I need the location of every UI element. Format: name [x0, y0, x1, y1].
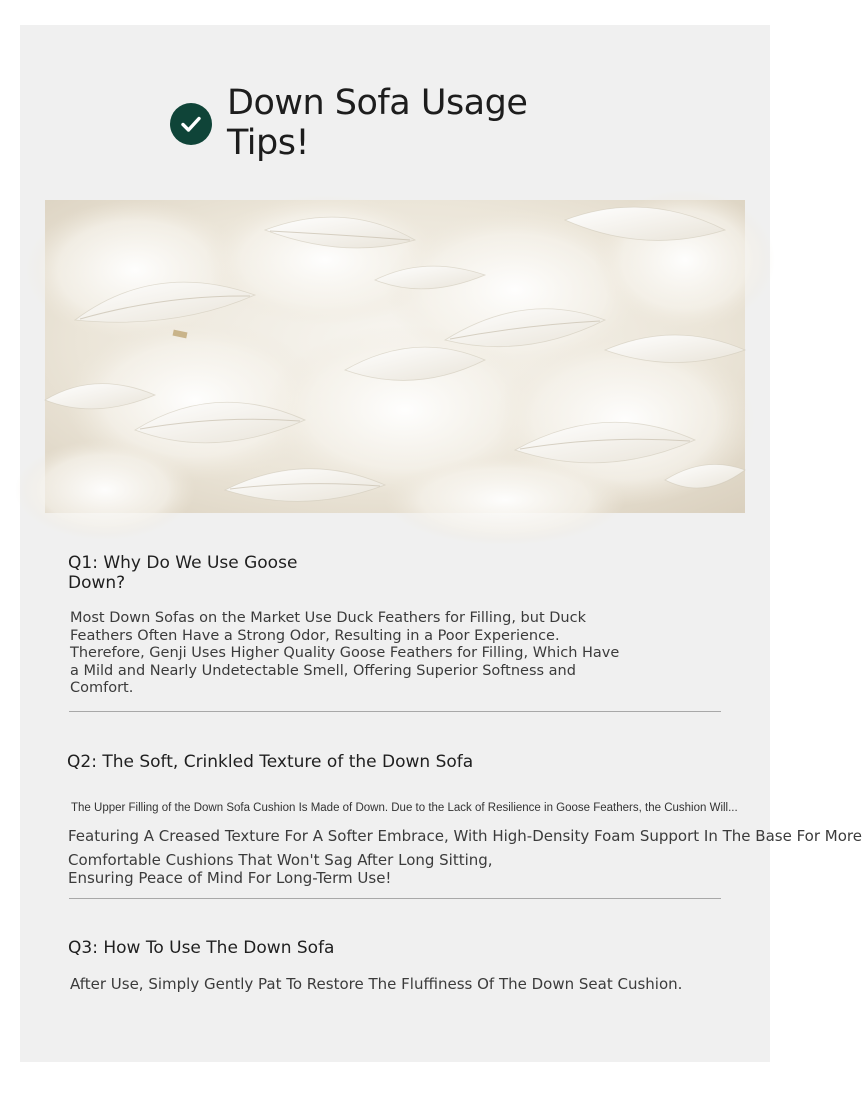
q2-small-text: The Upper Filling of the Down Sofa Cushion Is Made of Down. Due to the Lack of Resilience in Goose Feathers, the Cushion Will...	[71, 802, 738, 814]
divider	[69, 898, 721, 899]
tips-card	[20, 25, 862, 1062]
white-feathers-photo	[45, 200, 745, 513]
divider	[69, 711, 721, 712]
check-circle-icon	[170, 103, 212, 145]
header	[170, 83, 610, 163]
page-title: Down Sofa Usage Tips!	[227, 83, 528, 163]
q3-title: Q3: How To Use The Down Sofa	[68, 938, 335, 958]
q2-title: Q2: The Soft, Crinkled Texture of the Down Sofa	[67, 752, 474, 772]
q1-body: Most Down Sofas on the Market Use Duck Feathers for Filling, but Duck Feathers Often Have a Strong Odor, Resulting in a Poor Experience. Therefore, Genji Uses Higher Quality Goose Feathers for Filling, Which Have a Mild and Nearly Undetectable Smell, Offering Superior Softness and Comfort.	[70, 610, 620, 697]
q1-title: Q1: Why Do We Use Goose Down?	[68, 553, 298, 593]
q3-body: After Use, Simply Gently Pat To Restore The Fluffiness Of The Down Seat Cushion.	[70, 975, 683, 993]
q2-line-2: Comfortable Cushions That Won't Sag After Long Sitting, Ensuring Peace of Mind For Long-Term Use!	[68, 851, 493, 887]
q2-line-1: Featuring A Creased Texture For A Softer Embrace, With High-Density Foam Support In The Base For More	[68, 827, 862, 845]
